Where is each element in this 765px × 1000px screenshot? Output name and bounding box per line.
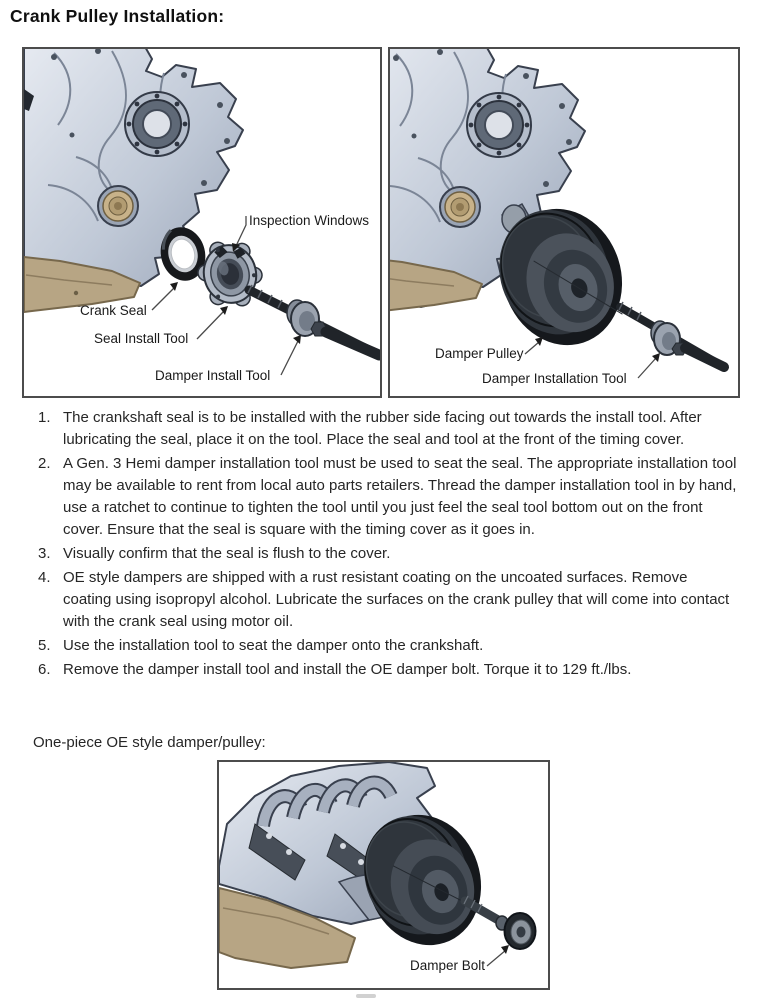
label-damper-bolt: Damper Bolt xyxy=(410,958,486,973)
subheading-one-piece-damper: One-piece OE style damper/pulley: xyxy=(33,734,266,751)
step-text: Remove the damper install tool and install the OE damper bolt. Torque it to 129 ft./lbs. xyxy=(63,661,632,678)
instruction-step xyxy=(30,567,738,633)
step-number: 5. xyxy=(38,637,51,654)
step-text: A Gen. 3 Hemi damper installation tool must be used to seat the seal. The appropriate installation tool may be available to rent from local auto parts retailers. Thread the damper installation tool in by hand, use a ratchet to continue to tighten the tool until you just feel the seal tool bottom out on the front cover. Ensure that the seal is square with the timing cover as it goes in. xyxy=(63,455,737,538)
instruction-step xyxy=(30,659,738,681)
leader-lines xyxy=(487,950,506,966)
step-number: 3. xyxy=(38,545,51,562)
page-footer-artifact xyxy=(356,994,376,998)
step-text: Visually confirm that the seal is flush to the cover. xyxy=(63,545,391,562)
step-text: The crankshaft seal is to be installed with the rubber side facing out towards the install tool. After lubricating the seal, place it on the tool. Place the seal and tool at the front of the timing cover. xyxy=(63,409,702,448)
label-damper-pulley: Damper Pulley xyxy=(435,346,524,361)
page-title: Crank Pulley Installation: xyxy=(10,6,225,26)
step-number: 4. xyxy=(38,569,51,586)
damper-install-illustration xyxy=(390,49,738,396)
damper-installation-tool-part xyxy=(619,302,724,367)
step-text: Use the installation tool to seat the damper onto the crankshaft. xyxy=(63,637,484,654)
step-number: 6. xyxy=(38,661,51,678)
instruction-step xyxy=(30,635,738,657)
instruction-step xyxy=(30,453,738,541)
figure-seal-install xyxy=(22,47,382,398)
damper-install-tool-part xyxy=(248,285,379,355)
step-number: 1. xyxy=(38,409,51,426)
label-damper-installation-tool: Damper Installation Tool xyxy=(482,371,627,386)
instruction-step xyxy=(30,543,738,565)
label-crank-seal: Crank Seal xyxy=(80,303,147,318)
label-seal-install-tool: Seal Install Tool xyxy=(94,331,189,346)
label-inspection-windows: Inspection Windows xyxy=(249,213,370,228)
one-piece-damper-illustration xyxy=(219,762,548,988)
instructions-list xyxy=(30,407,738,683)
figure-one-piece-damper xyxy=(217,760,550,990)
damper-bolt-part xyxy=(464,896,536,949)
figure-damper-install xyxy=(388,47,740,398)
step-number: 2. xyxy=(38,455,51,472)
step-text: OE style dampers are shipped with a rust resistant coating on the uncoated surfaces. Remove coating using isopropyl alcohol. Lubricate the surfaces on the crank pulley that will come into contact with the crank seal using motor oil. xyxy=(63,569,730,630)
label-damper-install-tool: Damper Install Tool xyxy=(155,368,271,383)
instruction-step xyxy=(30,407,738,451)
damper-pulley-part xyxy=(483,192,639,361)
